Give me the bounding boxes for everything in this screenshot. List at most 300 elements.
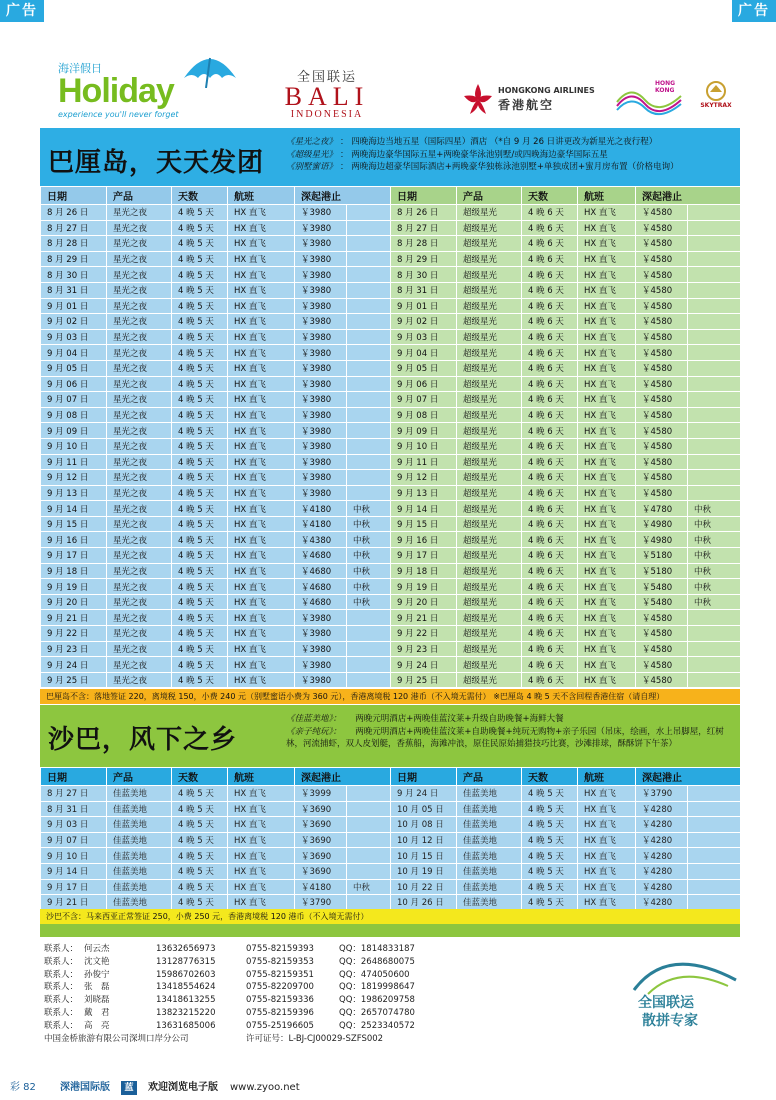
table-cell: 8 月 27 日 [41, 220, 107, 236]
sabah-note [286, 713, 736, 726]
table-cell: 9 月 06 日 [391, 376, 457, 392]
table-cell: 4 晚 5 天 [172, 626, 228, 642]
table-cell: 中秋 [347, 879, 391, 895]
table-cell: 中秋 [688, 548, 741, 564]
table-cell: 4 晚 5 天 [172, 423, 228, 439]
table-cell: 9 月 21 日 [41, 610, 107, 626]
table-row [41, 345, 741, 361]
brand-text-2: 散拼专家 [642, 1013, 698, 1029]
table-cell: 4 晚 5 天 [172, 610, 228, 626]
table-cell: HX 直飞 [578, 594, 636, 610]
table-cell: 8 月 29 日 [391, 251, 457, 267]
table-row [41, 267, 741, 283]
contact-row [44, 956, 415, 969]
bali-notes [286, 136, 679, 174]
table-cell: HX 直飞 [578, 801, 636, 817]
table-cell: HX 直飞 [578, 532, 636, 548]
table-cell: HX 直飞 [578, 438, 636, 454]
table-cell: 星光之夜 [107, 672, 172, 688]
contact-qq[interactable]: QQ：474050600 [339, 969, 410, 980]
note-key: 《佳蓝美地》： [286, 714, 342, 724]
table-cell: 超级星光 [457, 641, 522, 657]
contact-mobile[interactable]: 13631685006 [156, 1020, 216, 1031]
table-cell: 4 晚 5 天 [172, 485, 228, 501]
table-cell: 9 月 19 日 [41, 579, 107, 595]
table-cell: ￥3690 [295, 832, 347, 848]
company-row [44, 1033, 415, 1046]
table-cell: HX 直飞 [228, 548, 295, 564]
table-cell: 4 晚 6 天 [522, 251, 578, 267]
table-cell [688, 392, 741, 408]
table-cell [347, 360, 391, 376]
table-cell: HX 直飞 [578, 579, 636, 595]
table-cell: 9 月 02 日 [391, 314, 457, 330]
table-cell: 9 月 14 日 [41, 863, 107, 879]
table-cell: 4 晚 5 天 [172, 832, 228, 848]
table-cell: HX 直飞 [578, 848, 636, 864]
bali-note [286, 161, 679, 174]
contact-name: 戴 君 [84, 1007, 110, 1018]
table-cell: 9 月 16 日 [391, 532, 457, 548]
table-cell: 10 月 05 日 [391, 801, 457, 817]
table-cell [347, 641, 391, 657]
table-cell: HX 直飞 [228, 657, 295, 673]
table-cell: ￥4680 [295, 594, 347, 610]
table-cell: 超级星光 [457, 610, 522, 626]
skytrax-text: SKYTRAX [700, 102, 732, 109]
table-cell [347, 329, 391, 345]
contact-mobile[interactable]: 15986702603 [156, 969, 216, 980]
table-cell [347, 454, 391, 470]
table-cell: 9 月 07 日 [41, 832, 107, 848]
table-cell: 星光之夜 [107, 407, 172, 423]
table-cell: 9 月 24 日 [391, 657, 457, 673]
table-cell [347, 407, 391, 423]
table-cell: ￥4280 [636, 879, 688, 895]
table-cell: 4 晚 6 天 [522, 657, 578, 673]
table-cell: HX 直飞 [228, 516, 295, 532]
table-cell: 9 月 10 日 [41, 848, 107, 864]
table-cell: ￥3980 [295, 360, 347, 376]
table-cell: 9 月 24 日 [391, 786, 457, 802]
table-cell: HX 直飞 [228, 360, 295, 376]
table-cell: 4 晚 6 天 [522, 282, 578, 298]
contact-phone[interactable]: 0755-25196605 [246, 1020, 314, 1031]
table-cell: 9 月 12 日 [41, 470, 107, 486]
table-cell [688, 672, 741, 688]
table-cell [347, 863, 391, 879]
table-cell: HX 直飞 [228, 236, 295, 252]
contact-mobile[interactable]: 13418554624 [156, 982, 216, 993]
table-cell [688, 329, 741, 345]
bali-logo-en: BALI [284, 82, 370, 111]
table-cell [688, 220, 741, 236]
table-cell: 9 月 07 日 [41, 392, 107, 408]
table-cell: ￥4280 [636, 863, 688, 879]
table-cell: 9 月 05 日 [41, 360, 107, 376]
table-cell [347, 786, 391, 802]
skytrax-logo [692, 80, 740, 120]
table-row [41, 516, 741, 532]
table-cell: HX 直飞 [228, 672, 295, 688]
table-cell: HX 直飞 [578, 282, 636, 298]
table-cell: ￥4980 [636, 532, 688, 548]
table-cell: 8 月 26 日 [391, 205, 457, 221]
table-cell: 星光之夜 [107, 267, 172, 283]
table-cell: ￥3980 [295, 282, 347, 298]
table-cell [688, 251, 741, 267]
table-cell: 4 晚 6 天 [522, 438, 578, 454]
table-cell [688, 801, 741, 817]
col-header: 航班 [228, 768, 295, 786]
table-row [41, 548, 741, 564]
table-cell: 星光之夜 [107, 470, 172, 486]
table-cell: 4 晚 5 天 [172, 786, 228, 802]
table-cell: 4 晚 5 天 [522, 786, 578, 802]
table-cell [347, 626, 391, 642]
table-cell: ￥3690 [295, 863, 347, 879]
table-cell: 4 晚 5 天 [172, 895, 228, 911]
table-cell: 8 月 28 日 [41, 236, 107, 252]
table-row [41, 392, 741, 408]
site-url[interactable]: www.zyoo.net [230, 1082, 300, 1093]
contact-mobile[interactable]: 13823215220 [156, 1007, 216, 1018]
table-cell: 4 晚 6 天 [522, 516, 578, 532]
brand-badge [628, 950, 740, 1034]
table-cell: ￥4580 [636, 376, 688, 392]
sabah-header-row [41, 768, 741, 786]
contact-qq[interactable]: QQ：2648680075 [339, 956, 415, 967]
sabah-title: 沙巴，风下之乡 [48, 725, 238, 755]
table-cell: HX 直飞 [578, 516, 636, 532]
table-cell [688, 298, 741, 314]
table-cell: 4 晚 6 天 [522, 329, 578, 345]
bali-logo[interactable] [252, 66, 402, 120]
note-key: 《亲子纯玩》： [286, 726, 342, 737]
table-row [41, 438, 741, 454]
table-cell: 4 晚 5 天 [172, 360, 228, 376]
table-cell: HX 直飞 [578, 863, 636, 879]
table-cell: ￥3790 [295, 895, 347, 911]
contact-qq[interactable]: QQ：2657074780 [339, 1007, 415, 1018]
col-header: 天数 [172, 768, 228, 786]
col-header: 日期 [391, 768, 457, 786]
hk-brand-text: HONG KONG [655, 80, 676, 94]
sabah-notes [286, 713, 736, 751]
table-cell: 星光之夜 [107, 360, 172, 376]
table-cell: 佳蓝美地 [107, 786, 172, 802]
table-cell: HX 直飞 [228, 251, 295, 267]
table-cell: ￥3980 [295, 626, 347, 642]
bali-logo-sub: INDONESIA [290, 109, 364, 120]
contact-name: 何云杰 [84, 944, 110, 954]
contact-phone[interactable]: 0755-82159351 [246, 969, 314, 980]
table-cell: ￥4580 [636, 329, 688, 345]
table-cell: HX 直飞 [228, 470, 295, 486]
table-cell: 超级星光 [457, 532, 522, 548]
table-cell: 4 晚 5 天 [522, 879, 578, 895]
contact-qq[interactable]: QQ：2523340572 [339, 1020, 415, 1031]
bali-header-row [41, 187, 741, 205]
table-cell: HX 直飞 [578, 485, 636, 501]
table-cell: 9 月 20 日 [41, 594, 107, 610]
sabah-fee-note: 沙巴不含：马来西亚正常签证 250，小费 250 元，香港离境税 120 港币（不入境无需付） [40, 909, 740, 924]
table-cell: ￥3980 [295, 314, 347, 330]
table-cell [688, 848, 741, 864]
table-cell [688, 423, 741, 439]
contact-qq[interactable]: QQ：1986209758 [339, 995, 415, 1006]
table-cell: 4 晚 5 天 [172, 407, 228, 423]
table-cell: 超级星光 [457, 485, 522, 501]
table-cell: 佳蓝美地 [457, 848, 522, 864]
table-cell: HX 直飞 [228, 345, 295, 361]
table-cell: 星光之夜 [107, 501, 172, 517]
contact-phone[interactable]: 0755-82159396 [246, 1007, 314, 1018]
table-cell: ￥4580 [636, 672, 688, 688]
contact-name: 张 磊 [84, 982, 110, 993]
table-cell: 4 晚 5 天 [172, 454, 228, 470]
table-cell: 9 月 04 日 [391, 345, 457, 361]
table-cell: 8 月 31 日 [41, 801, 107, 817]
table-cell [347, 251, 391, 267]
sabah-note [286, 726, 736, 751]
table-cell: 星光之夜 [107, 220, 172, 236]
table-cell: HX 直飞 [228, 594, 295, 610]
table-row [41, 786, 741, 802]
table-row [41, 579, 741, 595]
hongkong-brand-logo [615, 80, 685, 116]
table-cell: 4 晚 5 天 [172, 267, 228, 283]
table-cell: 星光之夜 [107, 657, 172, 673]
license-number: 许可证号：L-BJ-CJ00029-SZFS002 [246, 1033, 384, 1044]
table-cell [688, 641, 741, 657]
table-cell: 8 月 31 日 [391, 282, 457, 298]
table-cell [347, 657, 391, 673]
table-cell: 9 月 25 日 [391, 672, 457, 688]
table-cell: 4 晚 5 天 [522, 848, 578, 864]
table-cell [688, 895, 741, 911]
table-cell: 星光之夜 [107, 314, 172, 330]
table-cell: HX 直飞 [578, 236, 636, 252]
table-cell: 4 晚 5 天 [172, 641, 228, 657]
table-cell: 10 月 22 日 [391, 879, 457, 895]
table-cell: ￥4580 [636, 345, 688, 361]
contact-mobile[interactable]: 13128776315 [156, 956, 216, 967]
table-cell: HX 直飞 [228, 626, 295, 642]
table-cell: HX 直飞 [578, 657, 636, 673]
table-cell: 超级星光 [457, 376, 522, 392]
table-row [41, 501, 741, 517]
table-row [41, 532, 741, 548]
table-row [41, 817, 741, 833]
table-cell: 9 月 11 日 [391, 454, 457, 470]
table-cell [688, 470, 741, 486]
table-row [41, 563, 741, 579]
sabah-section-header [40, 705, 740, 767]
contact-label: 联系人： [44, 1020, 79, 1031]
table-cell: 中秋 [347, 594, 391, 610]
table-cell: 4 晚 6 天 [522, 485, 578, 501]
table-cell: ￥3980 [295, 454, 347, 470]
table-cell: 9 月 21 日 [391, 610, 457, 626]
table-cell: 9 月 15 日 [391, 516, 457, 532]
table-cell [688, 360, 741, 376]
table-cell: 星光之夜 [107, 298, 172, 314]
table-cell: HX 直飞 [578, 360, 636, 376]
table-cell: 9 月 02 日 [41, 314, 107, 330]
table-cell: 4 晚 6 天 [522, 454, 578, 470]
table-cell [347, 314, 391, 330]
table-cell: 9 月 13 日 [391, 485, 457, 501]
table-cell: 佳蓝美地 [107, 895, 172, 911]
table-cell [688, 863, 741, 879]
table-cell: HX 直飞 [578, 345, 636, 361]
table-cell [688, 438, 741, 454]
contact-mobile[interactable]: 13632656973 [156, 944, 216, 954]
table-cell [347, 298, 391, 314]
logo-row [40, 52, 740, 127]
table-cell: 4 晚 5 天 [522, 817, 578, 833]
table-cell: ￥3690 [295, 848, 347, 864]
table-cell: ￥4280 [636, 832, 688, 848]
table-cell: 超级星光 [457, 220, 522, 236]
table-cell: 9 月 22 日 [391, 626, 457, 642]
contact-phone[interactable]: 0755-82209700 [246, 982, 314, 993]
holiday-logo[interactable] [58, 52, 228, 120]
table-cell: 9 月 09 日 [391, 423, 457, 439]
contact-qq[interactable]: QQ：1814833187 [339, 944, 415, 954]
table-cell: 4 晚 5 天 [172, 282, 228, 298]
table-cell: ￥4580 [636, 610, 688, 626]
table-cell: 8 月 29 日 [41, 251, 107, 267]
table-cell: 10 月 26 日 [391, 895, 457, 911]
table-cell [347, 205, 391, 221]
table-cell: HX 直飞 [578, 832, 636, 848]
table-cell: 9 月 03 日 [41, 817, 107, 833]
table-cell: ￥4580 [636, 236, 688, 252]
table-row [41, 672, 741, 688]
table-cell: ￥3980 [295, 470, 347, 486]
col-header: 深起港止 [636, 768, 741, 786]
table-cell: HX 直飞 [228, 282, 295, 298]
col-header: 日期 [41, 768, 107, 786]
table-row [41, 454, 741, 470]
contact-row [44, 994, 415, 1007]
table-cell: 4 晚 6 天 [522, 594, 578, 610]
table-cell: 9 月 16 日 [41, 532, 107, 548]
contact-phone[interactable]: 0755-82159393 [246, 944, 314, 954]
table-cell: 佳蓝美地 [107, 801, 172, 817]
col-header: 天数 [172, 187, 228, 205]
table-cell: 超级星光 [457, 657, 522, 673]
contact-qq[interactable]: QQ：1819998647 [339, 982, 415, 993]
table-cell: 佳蓝美地 [457, 895, 522, 911]
contact-phone[interactable]: 0755-82159336 [246, 995, 314, 1006]
table-cell: 佳蓝美地 [107, 817, 172, 833]
table-row [41, 848, 741, 864]
table-cell: HX 直飞 [228, 501, 295, 517]
table-cell: 4 晚 5 天 [172, 314, 228, 330]
table-cell: 星光之夜 [107, 423, 172, 439]
table-cell: ￥4680 [295, 579, 347, 595]
table-cell [347, 267, 391, 283]
contact-row [44, 969, 415, 982]
table-cell: 星光之夜 [107, 626, 172, 642]
contact-list [44, 943, 415, 1045]
table-cell: 星光之夜 [107, 548, 172, 564]
hongkong-airlines-logo[interactable] [462, 82, 607, 117]
table-cell: 超级星光 [457, 360, 522, 376]
contact-name: 沈文艳 [84, 956, 110, 967]
table-cell: 中秋 [688, 594, 741, 610]
contact-phone[interactable]: 0755-82159353 [246, 956, 314, 967]
table-cell: ￥4580 [636, 314, 688, 330]
table-cell: ￥3980 [295, 641, 347, 657]
table-cell: HX 直飞 [228, 298, 295, 314]
table-cell: 4 晚 5 天 [522, 895, 578, 911]
table-cell: ￥3980 [295, 251, 347, 267]
table-cell: 4 晚 6 天 [522, 267, 578, 283]
contact-mobile[interactable]: 13418613255 [156, 995, 216, 1006]
table-cell: HX 直飞 [228, 610, 295, 626]
table-cell: 4 晚 5 天 [522, 863, 578, 879]
table-cell: 4 晚 5 天 [172, 657, 228, 673]
table-cell: ￥5180 [636, 563, 688, 579]
holiday-logo-en: Holiday [58, 72, 174, 110]
table-cell: 4 晚 5 天 [172, 438, 228, 454]
table-cell [347, 438, 391, 454]
table-cell: 9 月 09 日 [41, 423, 107, 439]
col-header: 日期 [391, 187, 457, 205]
contact-row [44, 943, 415, 956]
note-value: 两晚元明酒店+两晚佳蓝汶莱+自助晚餐+纯玩无购物+亲子乐园（吊床，绘画，水上吊脚屋，红树林，河流捕虾，双人皮划艇，香蕉船，海滩冲浪，原住民原始捕猎技巧比赛，沙滩排球，酥酥饼下午茶） [286, 726, 724, 749]
table-cell: 9 月 01 日 [41, 298, 107, 314]
table-cell: ￥4180 [295, 879, 347, 895]
col-header: 深起港止 [295, 187, 391, 205]
table-cell: HX 直飞 [578, 392, 636, 408]
table-row [41, 220, 741, 236]
table-row [41, 282, 741, 298]
table-cell: 9 月 12 日 [391, 470, 457, 486]
table-cell: HX 直飞 [228, 314, 295, 330]
table-cell: 星光之夜 [107, 438, 172, 454]
table-row [41, 594, 741, 610]
table-cell: HX 直飞 [228, 786, 295, 802]
table-cell [688, 817, 741, 833]
table-cell: 9 月 01 日 [391, 298, 457, 314]
table-cell: ￥4580 [636, 360, 688, 376]
table-cell: 9 月 20 日 [391, 594, 457, 610]
contact-row [44, 1007, 415, 1020]
table-cell: 佳蓝美地 [457, 786, 522, 802]
table-cell [347, 848, 391, 864]
table-row [41, 360, 741, 376]
table-cell: ￥4380 [295, 532, 347, 548]
table-cell: 超级星光 [457, 454, 522, 470]
table-cell: ￥3690 [295, 801, 347, 817]
table-cell: 9 月 15 日 [41, 516, 107, 532]
table-cell: HX 直飞 [578, 267, 636, 283]
table-cell: ￥4280 [636, 801, 688, 817]
table-cell: ￥3980 [295, 423, 347, 439]
table-cell: 4 晚 5 天 [172, 251, 228, 267]
table-cell [347, 470, 391, 486]
table-cell: 4 晚 5 天 [172, 345, 228, 361]
table-cell: 星光之夜 [107, 236, 172, 252]
table-cell: HX 直飞 [228, 407, 295, 423]
table-cell: 星光之夜 [107, 376, 172, 392]
table-cell: ￥3980 [295, 220, 347, 236]
